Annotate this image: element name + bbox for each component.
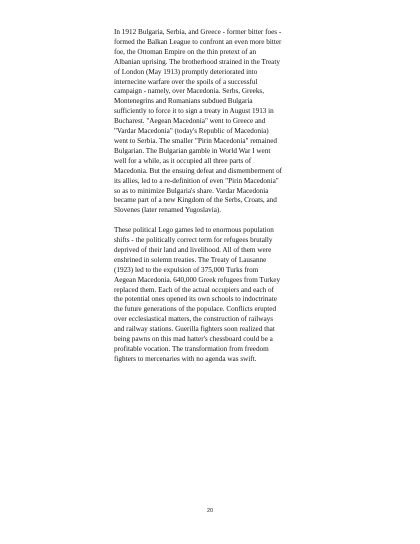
body-text	[114, 28, 310, 375]
page-number: 20	[206, 508, 214, 514]
paragraph-balkan-league: In 1912 Bulgaria, Serbia, and Greece - former bitter foes - formed the Balkan League to confront an even more bitter foe, the Ottoman Empire on the thin pretext of an Albanian uprising. The brotherhood strained in the Treaty of London (May 1913) promptly deteriorated into internecine warfare over the spoils of a successful campaign - namely, over Macedonia. Serbs, Greeks, Montenegrins and Romanians subdued Bulgaria sufficiently to force it to sign a treaty in August 1913 in Bucharest. "Aegean Macedonia" went to Greece and "Vardar Macedonia" (today's Republic of Macedonia) went to Serbia. The smaller "Pirin Macedonia" remained Bulgarian. The Bulgarian gamble in World War I went well for a while, as it occupied all three parts of Macedonia. But the ensuing defeat and dismemberment of its allies, led to a re-definition of even "Pirin Macedonia" so as to minimize Bulgaria's share. Vardar Macedonia became part of a new Kingdom of the Serbs, Croats, and Slovenes (later renamed Yugoslavia).	[114, 28, 283, 215]
paragraph-population-shifts: These political Lego games led to enormous population shifts - the politically correct term for refugees brutally deprived of their land and livelihood. All of them were enshrined in solemn treaties. The Treaty of Lausanne (1923) led to the expulsion of 375,000 Turks from Aegean Macedonia. 640,000 Greek refugees from Turkey replaced them. Each of the actual occupiers and each of the potential ones opened its own schools to indoctrinate the future generations of the populace. Conflicts erupted over ecclesiastical matters, the construction of railways and railway stations. Guerilla fighters soon realized that being pawns on this mad hatter's chessboard could be a profitable vocation. The transformation from freedom fighters to mercenaries with no agenda was swift.	[114, 226, 281, 363]
